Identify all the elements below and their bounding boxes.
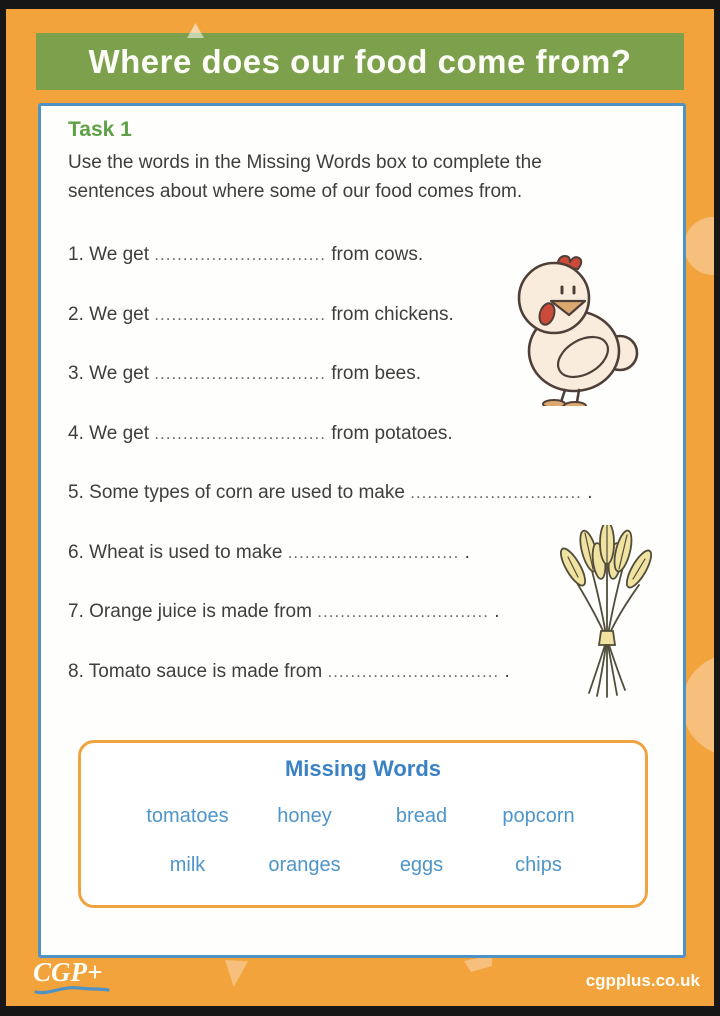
sentence-pre-text: We get [89,363,149,384]
missing-word: milk [169,854,206,876]
sentence-number: 5. [68,482,84,503]
sentence-pre-text: Some types of corn are used to make [89,482,405,503]
missing-word: popcorn [502,805,575,827]
blank-line: .............................. [154,245,326,264]
sentence-pre-text: Orange juice is made from [89,601,312,622]
missing-word: bread [395,805,448,827]
blank-line: .............................. [154,304,326,324]
blank-line: .............................. [317,602,489,621]
page-title: Where does our food come from? [88,42,632,80]
deco-triangle-bottom-left [225,960,248,987]
sentence-post-text: from bees. [331,363,422,384]
worksheet-panel [38,103,686,958]
sentence-post-text: . [587,482,593,503]
deco-triangle-top [187,23,204,38]
missing-words-title: Missing Words [284,756,442,781]
cgp-plus-logo-text: CGP+ [33,957,103,987]
missing-word: eggs [399,854,444,876]
sentence-number: 8. [68,660,84,682]
sentence-post-text: . [464,541,470,563]
missing-word: chips [515,854,562,876]
sentence-number: 4. [68,422,84,444]
sentence-pre-text: We get [89,303,149,325]
sentence-post-text: from cows. [331,244,424,265]
sentence-post-text: from potatoes. [331,422,453,444]
sentence-number: 2. [68,303,84,325]
blank-line: .............................. [154,423,326,443]
cgp-plus-logo [33,959,111,996]
site-url-link[interactable]: cgpplus.co.uk [585,971,700,990]
missing-words-row-2 [81,854,645,877]
missing-word: honey [277,805,332,827]
sentence-pre-text: We get [89,244,149,265]
sentence-item [68,423,668,483]
worksheet-page [6,9,714,1006]
blank-line: .............................. [410,483,582,502]
title-banner [36,33,684,90]
sentence-pre-text: We get [89,422,149,444]
task-instructions [68,148,608,206]
blank-line: .............................. [327,661,500,681]
missing-words-row-1 [81,805,645,828]
sentence-number: 6. [68,541,84,563]
task-label: Task 1 [68,118,132,141]
instructions-line-2: sentences about where some of our food comes from. [68,181,523,202]
blank-line: .............................. [287,542,460,562]
wheat-bundle-illustration [555,525,660,702]
blank-line: .............................. [154,364,326,383]
sentence-post-text: from chickens. [331,303,454,325]
sentence-number: 1. [68,244,84,265]
instructions-line-1: Use the words in the Missing Words box to complete the [68,152,542,173]
sentence-pre-text: Wheat is used to make [89,541,283,563]
sentence-post-text: . [504,660,510,682]
deco-circle-top-right [684,217,714,275]
missing-word: tomatoes [146,805,229,827]
deco-circle-mid-right [682,654,714,756]
missing-word: oranges [268,854,341,876]
sentence-pre-text: Tomato sauce is made from [88,660,323,682]
sentence-number: 7. [68,601,84,622]
chicken-illustration [501,251,646,406]
sentence-post-text: . [494,601,500,622]
missing-words-box [78,740,648,908]
sentence-number: 3. [68,363,84,384]
